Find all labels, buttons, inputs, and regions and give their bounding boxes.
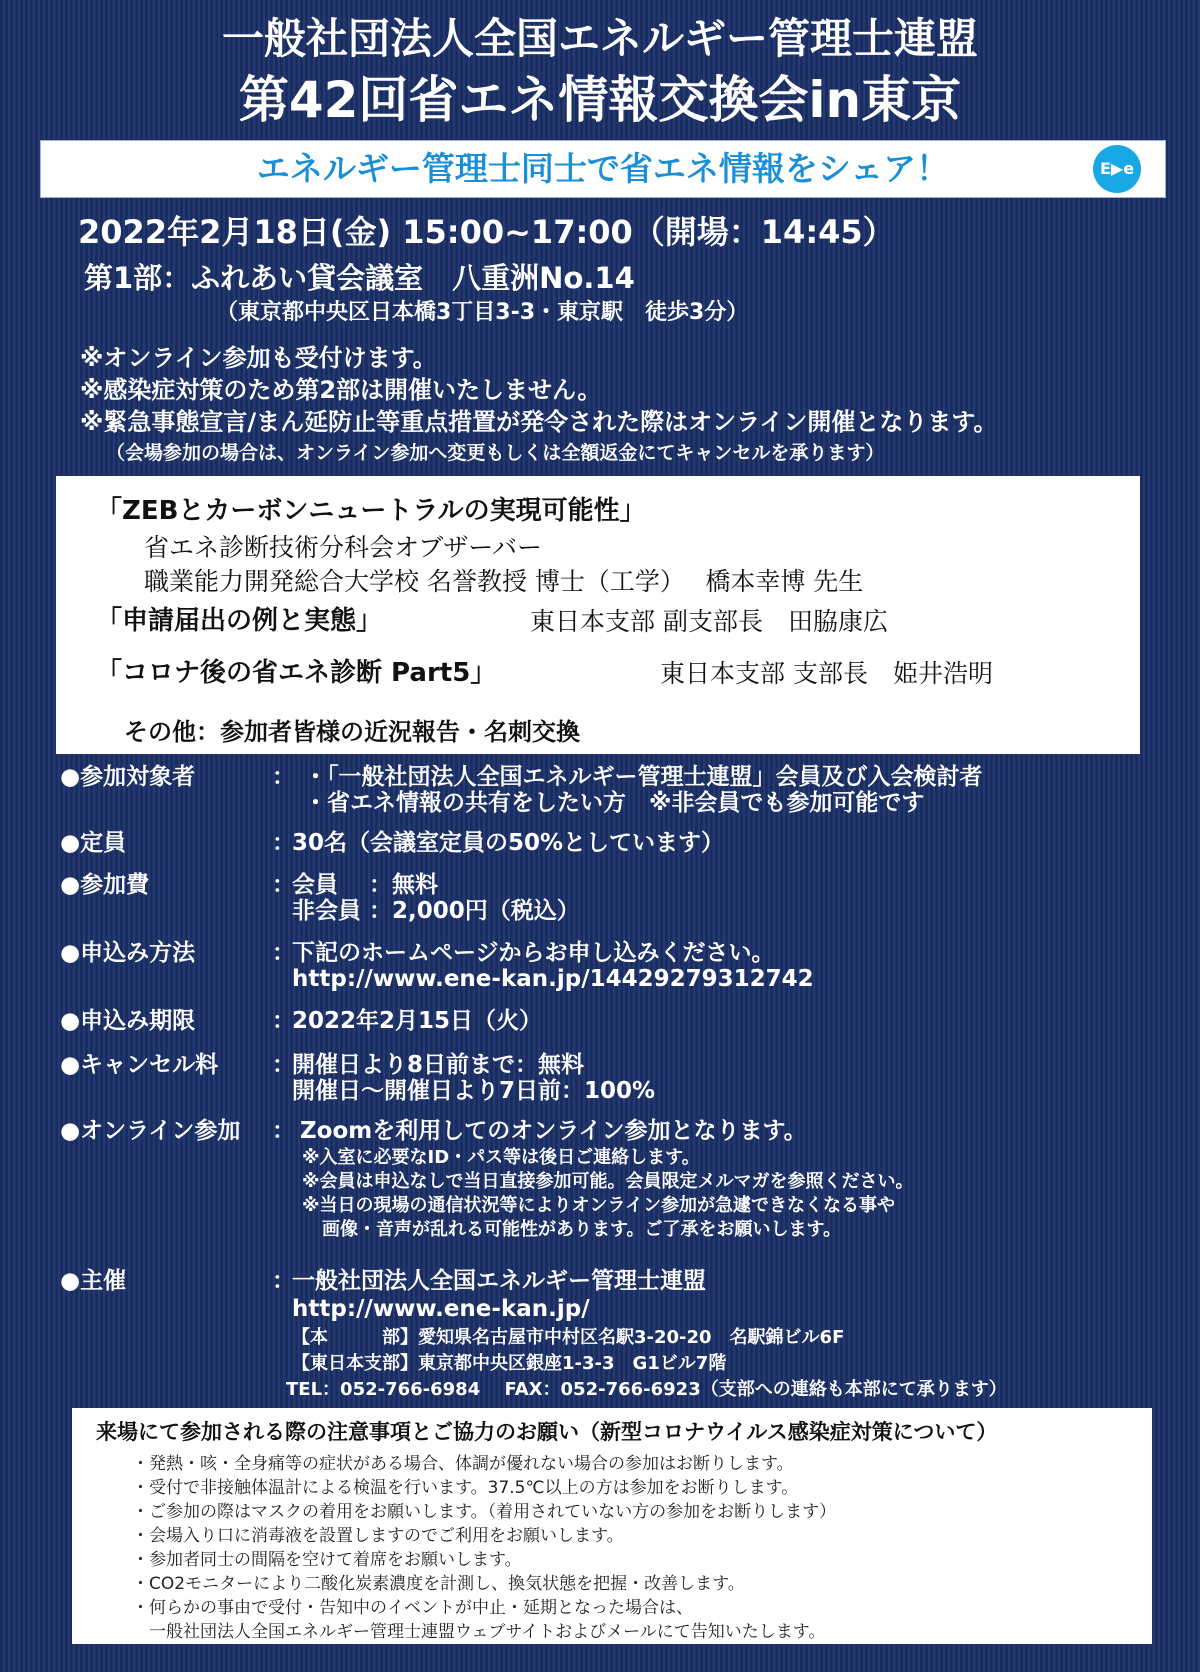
info-label: ●参加対象者 <box>60 764 196 790</box>
lecture-2-title: 「申請届出の例と実態」 <box>96 606 383 636</box>
caution-title: 来場にて参加される際の注意事項とご協力のお願い（新型コロナウイルス感染症対策について） <box>96 1420 998 1444</box>
notice-item: ※緊急事態宣言/まん延防止等重点措置が発令された際はオンライン開催となります。 <box>80 408 998 436</box>
info-value: 一般社団法人全国エネルギー管理士連盟 <box>292 1268 706 1294</box>
venue-address: （東京都中央区日本橋3丁目3-3・東京駅 徒歩3分） <box>216 300 749 325</box>
lecture-3-speaker: 東日本支部 支部長 姫井浩明 <box>660 659 993 688</box>
info-colon: ： <box>272 872 295 898</box>
info-value: ※当日の現場の通信状況等によりオンライン参加が急遽できなくなる事や <box>302 1195 895 1216</box>
info-value: 開催日～開催日より7日前：100% <box>292 1078 656 1104</box>
tagline-banner <box>40 140 1166 198</box>
program-other: その他：参加者皆様の近況報告・名刺交換 <box>124 718 580 746</box>
lecture-2-speaker: 東日本支部 副支部長 田脇康広 <box>530 607 888 636</box>
caution-item: 一般社団法人全国エネルギー管理士連盟ウェブサイトおよびメールにて告知いたします。 <box>132 1622 826 1642</box>
info-value: TEL：052-766-6984 FAX：052-766-6923（支部への連絡も本部にて承ります） <box>286 1379 1007 1400</box>
info-label: ●キャンセル料 <box>60 1052 219 1078</box>
info-value: Zoomを利用してのオンライン参加となります。 <box>300 1118 807 1144</box>
caution-item: ・ご参加の際はマスクの着用をお願いします。（着用されていない方の参加をお断りします） <box>132 1502 837 1522</box>
info-value: ・省エネ情報の共有をしたい方 ※非会員でも参加可能です <box>304 790 925 816</box>
lecture-1-title: 「ZEBとカーボンニュートラルの実現可能性」 <box>96 496 646 526</box>
info-colon: ： <box>272 830 295 856</box>
info-value: 30名（会議室定員の50%としています） <box>292 830 725 856</box>
info-value: ・「一般社団法人全国エネルギー管理士連盟」会員及び入会検討者 <box>304 764 983 790</box>
info-label: ●定員 <box>60 830 127 856</box>
info-label: ●申込み期限 <box>60 1008 196 1034</box>
info-value: 【本 部】愛知県名古屋市中村区名駅3-20-20 名駅錦ビル6F <box>292 1327 845 1348</box>
caution-item: ・CO2モニターにより二酸化炭素濃度を計測し、換気状態を把握・改善します。 <box>132 1574 745 1594</box>
ene-logo-icon: E▶e <box>1093 145 1141 193</box>
info-value: 下記のホームページからお申し込みください。 <box>292 940 775 966</box>
program-box <box>56 476 1140 754</box>
info-label: ●オンライン参加 <box>60 1118 241 1144</box>
info-colon: ： <box>272 1268 295 1294</box>
caution-item: ・受付で非接触体温計による検温を行います。37.5℃以上の方は参加をお断りします。 <box>132 1478 799 1498</box>
event-title: 第42回省エネ情報交換会in東京 <box>238 71 962 129</box>
host-url-link[interactable]: http://www.ene-kan.jp/ <box>292 1296 590 1322</box>
info-label: ●申込み方法 <box>60 940 196 966</box>
info-value: 開催日より8日前まで：無料 <box>292 1052 585 1078</box>
caution-box <box>72 1408 1152 1644</box>
info-colon: ： <box>272 940 295 966</box>
caution-list <box>132 1452 836 1644</box>
caution-item: ・発熱・咳・全身痛等の症状がある場合、体調が優れない場合の参加はお断りします。 <box>132 1454 794 1474</box>
lecture-3-title: 「コロナ後の省エネ診断 Part5」 <box>96 658 497 688</box>
lecture-1-speaker: 職業能力開発総合大学校 名誉教授 博士（工学） 橋本幸博 先生 <box>144 567 864 596</box>
notice-item: ※感染症対策のため第2部は開催いたしません。 <box>80 376 602 404</box>
notice-list <box>80 342 997 468</box>
organization-title: 一般社団法人全国エネルギー管理士連盟 <box>221 14 978 63</box>
info-value: 非会員 ：2,000円（税込） <box>292 898 580 924</box>
notice-subnote: （会場参加の場合は、オンライン参加へ変更もしくは全額返金にてキャンセルを承ります） <box>106 442 885 464</box>
info-value: 会員 ：無料 <box>292 872 439 898</box>
info-value: 2022年2月15日（火） <box>292 1008 543 1034</box>
caution-item: ・参加者同士の間隔を空けて着席をお願いします。 <box>132 1550 522 1570</box>
info-value: 【東日本支部】東京都中央区銀座1-3-3 G1ビル7階 <box>292 1353 727 1374</box>
caution-item: ・何らかの事由で受付・告知中のイベントが中止・延期となった場合は、 <box>132 1598 693 1618</box>
event-datetime: 2022年2月18日(金) 15:00~17:00（開場：14:45） <box>78 213 895 251</box>
info-value: 画像・音声が乱れる可能性があります。ご了承をお願いします。 <box>322 1219 842 1240</box>
event-venue: 第1部：ふれあい貸会議室 八重洲No.14 <box>84 261 635 295</box>
apply-url-link[interactable]: http://www.ene-kan.jp/14429279312742 <box>292 966 814 992</box>
info-label: ●参加費 <box>60 872 150 898</box>
info-colon: ： <box>272 764 295 790</box>
info-colon: ： <box>272 1008 295 1034</box>
tagline-text: エネルギー管理士同士で省エネ情報をシェア！ <box>256 149 950 188</box>
info-label: ●主催 <box>60 1268 127 1294</box>
notice-item: ※オンライン参加も受付けます。 <box>80 344 437 372</box>
info-colon: ： <box>272 1118 295 1144</box>
info-value: ※入室に必要なID・パス等は後日ご連絡します。 <box>302 1147 700 1168</box>
lecture-1-role: 省エネ診断技術分科会オブザーバー <box>144 533 543 562</box>
info-value: ※会員は申込なしで当日直接参加可能。会員限定メルマガを参照ください。 <box>302 1171 914 1192</box>
caution-item: ・会場入り口に消毒液を設置しますのでご利用をお願いします。 <box>132 1526 624 1546</box>
info-colon: ： <box>272 1052 295 1078</box>
